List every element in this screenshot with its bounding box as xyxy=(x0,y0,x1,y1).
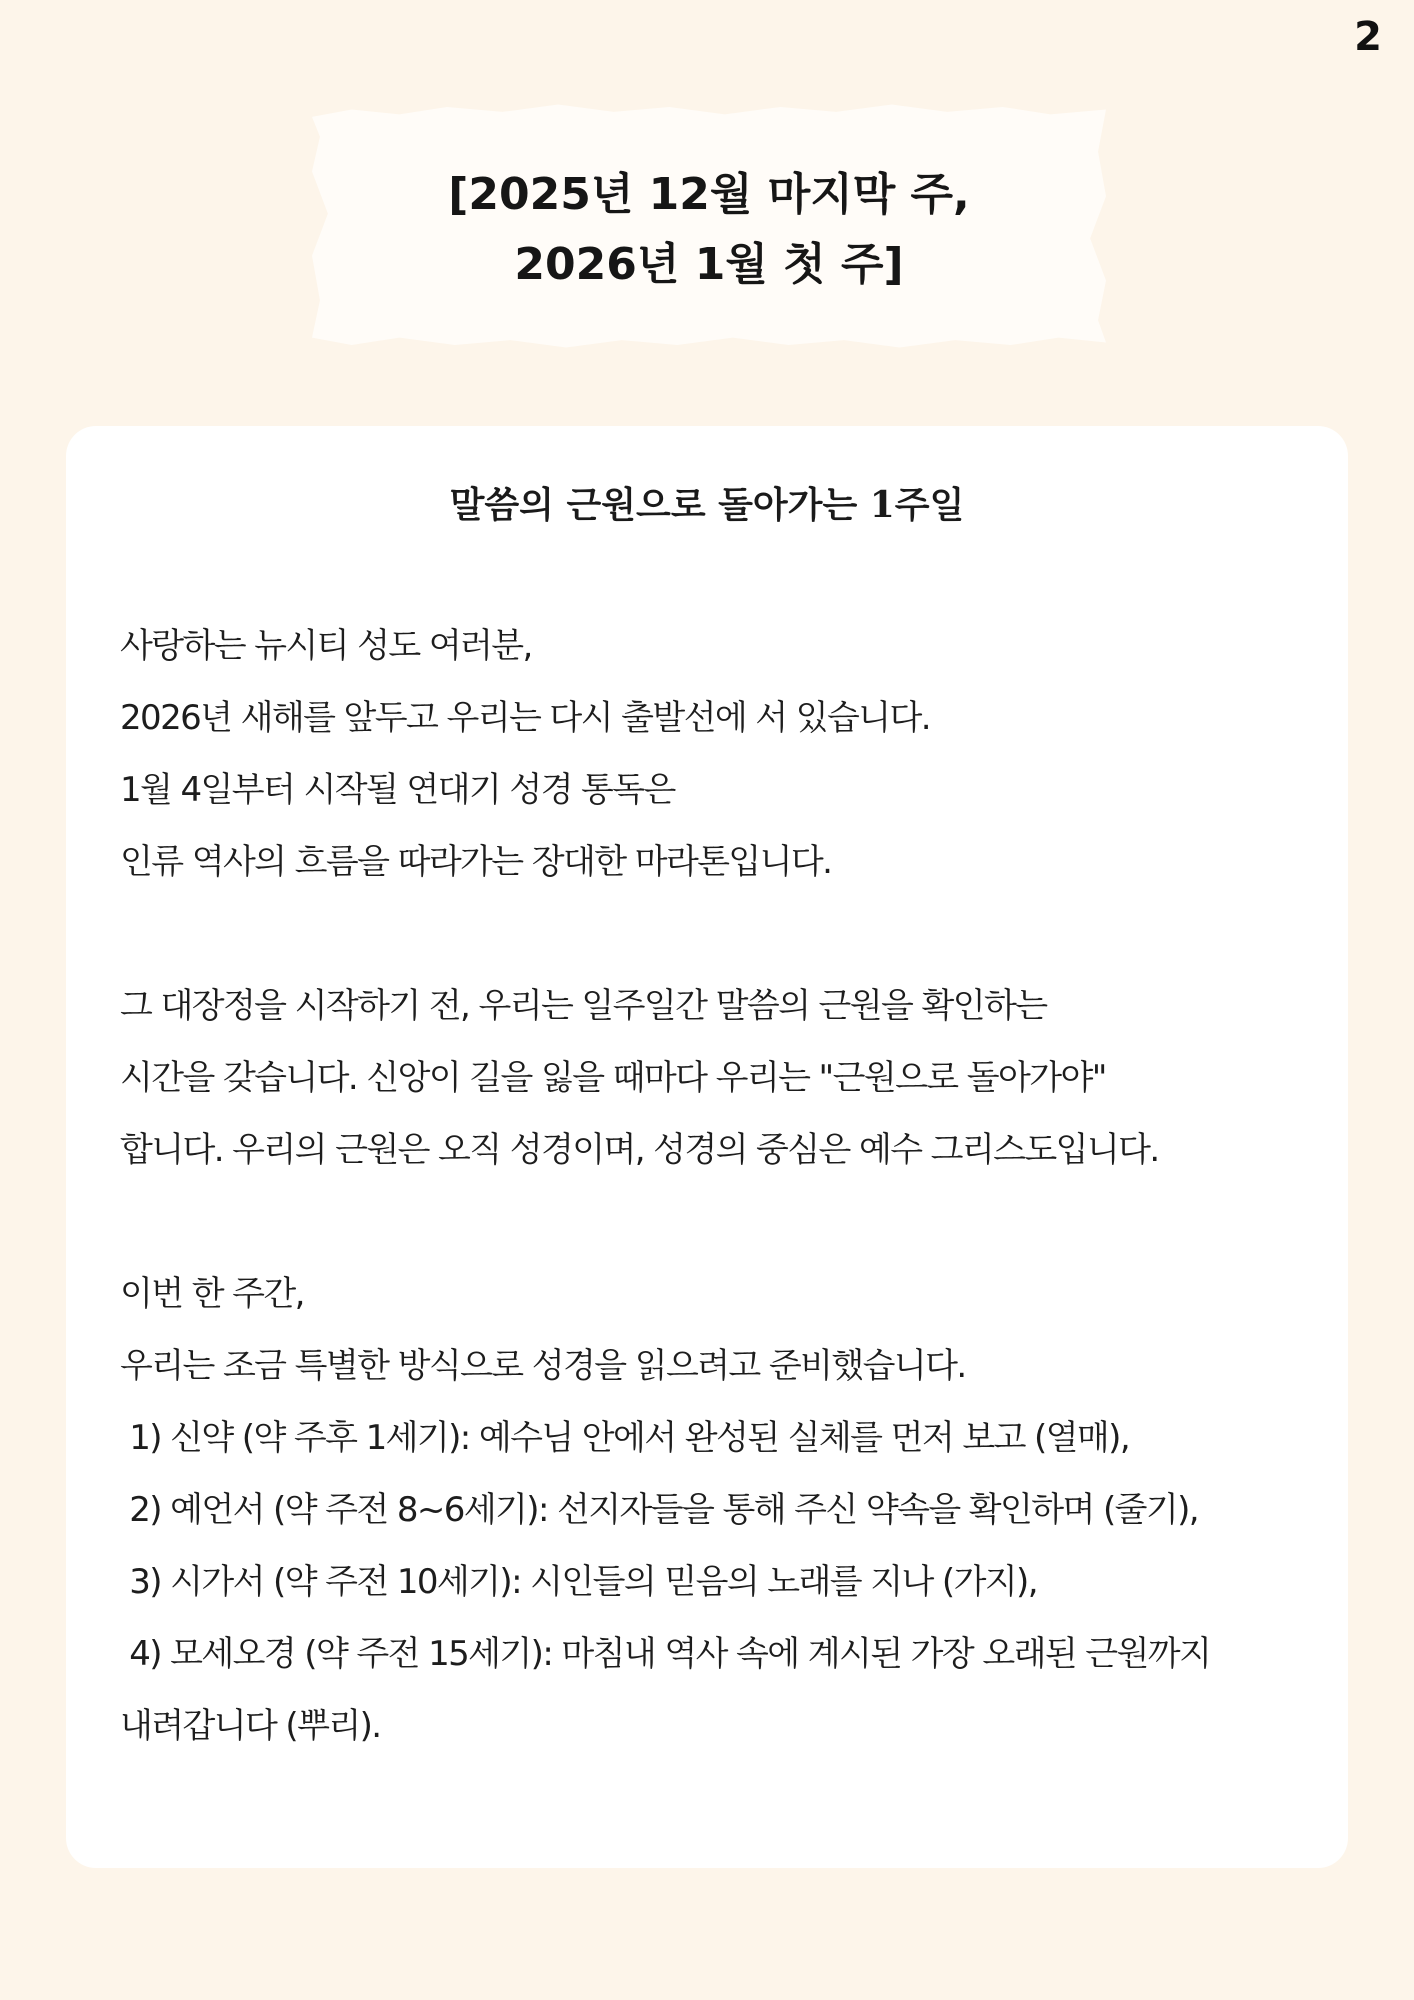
paragraph-3-line: 우리는 조금 특별한 방식으로 성경을 읽으려고 준비했습니다. xyxy=(120,1346,966,1386)
page-title-line-1: [2025년 12월 마지막 주, xyxy=(448,169,970,220)
paragraph-2-line: 합니다. 우리의 근원은 오직 성경이며, 성경의 중심은 예수 그리스도입니다. xyxy=(120,1130,1159,1170)
reading-plan-item-4-continued: 내려갑니다 (뿌리). xyxy=(120,1706,381,1746)
reading-plan-item-1: 1) 신약 (약 주후 1세기): 예수님 안에서 완성된 실체를 먼저 보고 (열매), xyxy=(120,1418,1130,1458)
page-title-line-2: 2026년 1월 첫 주] xyxy=(514,239,904,290)
page-number: 2 xyxy=(1354,14,1382,60)
paragraph-1-line: 2026년 새해를 앞두고 우리는 다시 출발선에 서 있습니다. xyxy=(120,698,930,738)
paragraph-2-line: 그 대장정을 시작하기 전, 우리는 일주일간 말씀의 근원을 확인하는 xyxy=(120,986,1047,1026)
paragraph-2-line: 시간을 갖습니다. 신앙이 길을 잃을 때마다 우리는 "근원으로 돌아가야" xyxy=(120,1058,1106,1098)
page-title xyxy=(312,160,1106,300)
paragraph-spacer xyxy=(120,898,1350,970)
content-heading: 말씀의 근원으로 돌아가는 1주일 xyxy=(449,484,965,526)
paragraph-spacer xyxy=(120,1186,1350,1258)
letter-body xyxy=(120,610,1350,1762)
paragraph-3-line: 이번 한 주간, xyxy=(120,1274,304,1314)
paragraph-1-line: 1월 4일부터 시작될 연대기 성경 통독은 xyxy=(120,770,675,810)
reading-plan-item-4: 4) 모세오경 (약 주전 15세기): 마침내 역사 속에 계시된 가장 오래된 근원까지 xyxy=(120,1634,1211,1674)
paragraph-1-line: 사랑하는 뉴시티 성도 여러분, xyxy=(120,626,532,666)
reading-plan-item-2: 2) 예언서 (약 주전 8~6세기): 선지자들을 통해 주신 약속을 확인하며 (줄기), xyxy=(120,1490,1198,1530)
paragraph-1-line: 인류 역사의 흐름을 따라가는 장대한 마라톤입니다. xyxy=(120,842,832,882)
reading-plan-item-3: 3) 시가서 (약 주전 10세기): 시인들의 믿음의 노래를 지나 (가지), xyxy=(120,1562,1037,1602)
